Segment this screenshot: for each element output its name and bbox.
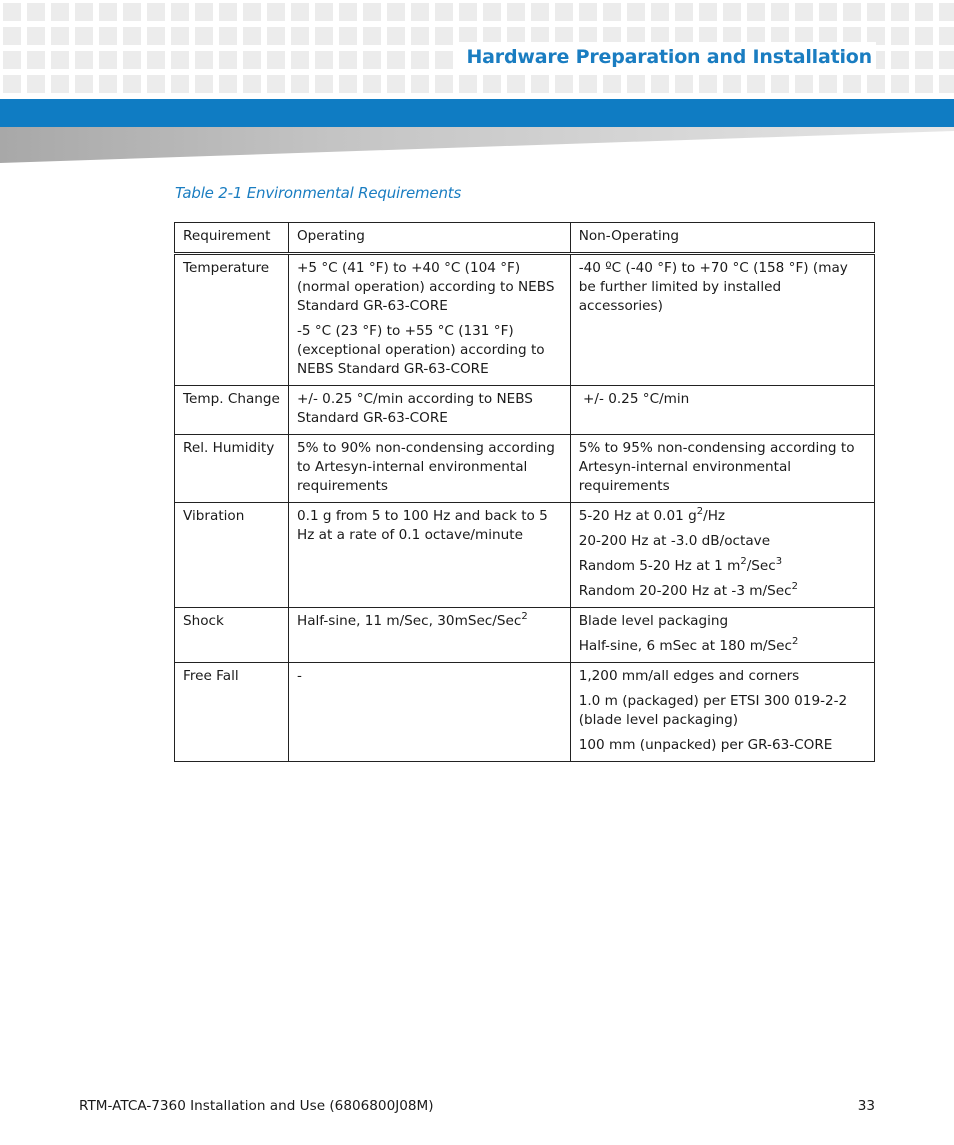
header-pattern-tile [123, 75, 141, 93]
operating-cell [288, 608, 570, 663]
header-pattern-tile [339, 27, 357, 45]
header-pattern-tile [819, 75, 837, 93]
header-pattern-tile [483, 3, 501, 21]
cell-text: 1.0 m (packaged) per ETSI 300 019-2-2 (blade level packaging) [578, 693, 848, 728]
header-title-band [458, 42, 876, 72]
header-pattern-tile [51, 3, 69, 21]
text-run: /Hz [703, 508, 726, 524]
header-pattern-tile [411, 75, 429, 93]
column-header-requirement: Requirement [175, 223, 289, 254]
text-run: Random 20-200 Hz at -3 m/Sec [578, 583, 792, 599]
superscript: 2 [791, 636, 799, 647]
header-pattern-tile [195, 3, 213, 21]
header-pattern-tile [123, 3, 141, 21]
header-pattern-tile [315, 51, 333, 69]
header-pattern-tile [483, 75, 501, 93]
header-pattern-tile [939, 27, 954, 45]
header-pattern-tile [75, 51, 93, 69]
cell-text: 5% to 95% non-condensing according to Artesyn-internal environmental requirements [578, 440, 855, 494]
header-pattern-tile [435, 27, 453, 45]
header-pattern-tile [243, 3, 261, 21]
operating-cell [288, 254, 570, 386]
operating-cell [288, 386, 570, 435]
table-row-temperature [175, 254, 875, 386]
header-pattern-tile [339, 51, 357, 69]
header-pattern-tile [939, 75, 954, 93]
text-run: /Sec [746, 558, 776, 574]
header-pattern-tile [627, 75, 645, 93]
header-blue-bar [0, 99, 954, 127]
header-pattern-tile [267, 75, 285, 93]
header-pattern-tile [891, 51, 909, 69]
header-pattern-tile [339, 3, 357, 21]
text-run: Random 5-20 Hz at 1 m [578, 558, 741, 574]
header-pattern-tile [219, 3, 237, 21]
header-pattern-tile [51, 51, 69, 69]
header-pattern-tile [459, 3, 477, 21]
header-pattern-tile [747, 75, 765, 93]
header-pattern-tile [915, 51, 933, 69]
non-operating-cell [570, 503, 874, 608]
header-gray-swoosh [0, 127, 954, 167]
header-pattern-tile [291, 3, 309, 21]
header-pattern-tile [51, 75, 69, 93]
header-pattern-tile [267, 3, 285, 21]
cell-text: 1,200 mm/all edges and corners [578, 668, 800, 684]
header-pattern-tile [507, 3, 525, 21]
superscript: 2 [521, 611, 528, 622]
header-pattern-tile [363, 75, 381, 93]
header-pattern-tile [579, 75, 597, 93]
footer-page-number: 33 [857, 1098, 875, 1114]
row-label: Shock [175, 608, 289, 663]
header-pattern-tile [699, 75, 717, 93]
row-label: Temperature [175, 254, 289, 386]
non-operating-cell [570, 663, 874, 762]
non-operating-cell [570, 254, 874, 386]
cell-text: 5% to 90% non-condensing according to Artesyn-internal environmental requirements [296, 440, 555, 494]
header-pattern-tile [99, 51, 117, 69]
header-pattern-tile [915, 75, 933, 93]
header-pattern-tile [315, 3, 333, 21]
table-header-row [175, 223, 875, 254]
superscript: 2 [740, 556, 747, 567]
header-pattern-tile [147, 75, 165, 93]
header-pattern-tile [99, 3, 117, 21]
header-pattern-tile [603, 3, 621, 21]
header-pattern-tile [819, 3, 837, 21]
header-pattern-tile [651, 3, 669, 21]
row-label: Free Fall [175, 663, 289, 762]
cell-text [579, 507, 866, 526]
header-pattern-tile [843, 75, 861, 93]
header-pattern-tile [291, 51, 309, 69]
header-pattern-tile [531, 3, 549, 21]
header-pattern-tile [411, 51, 429, 69]
header-pattern-tile [387, 27, 405, 45]
header-pattern-tile [867, 75, 885, 93]
table-row-rel-humidity [175, 435, 875, 503]
text-run: Half-sine, 11 m/Sec, 30mSec/Sec [296, 613, 522, 629]
header-pattern-tile [771, 3, 789, 21]
table-row-vibration [175, 503, 875, 608]
header-pattern-tile [315, 75, 333, 93]
header-pattern-tile [723, 75, 741, 93]
header-pattern-tile [603, 75, 621, 93]
header-pattern-tile [915, 27, 933, 45]
table-row-shock [175, 608, 875, 663]
header-pattern-tile [219, 51, 237, 69]
header-pattern-tile [99, 27, 117, 45]
header-pattern-tile [315, 27, 333, 45]
header-pattern-tile [579, 3, 597, 21]
header-pattern-tile [75, 27, 93, 45]
row-label: Temp. Change [175, 386, 289, 435]
cell-text [579, 582, 866, 601]
header-pattern-tile [75, 75, 93, 93]
header-pattern-tile [3, 27, 21, 45]
cell-text: - [296, 668, 302, 684]
cell-text [297, 612, 562, 631]
header-pattern-tile [723, 3, 741, 21]
header-pattern-tile [123, 51, 141, 69]
header-pattern-tile [3, 3, 21, 21]
cell-text [579, 637, 866, 656]
header-pattern-tile [3, 75, 21, 93]
cell-text: +/- 0.25 °C/min according to NEBS Standard GR-63-CORE [296, 391, 533, 426]
operating-cell [288, 663, 570, 762]
header-pattern-tile [459, 75, 477, 93]
column-header-operating: Operating [288, 223, 570, 254]
operating-cell [288, 503, 570, 608]
operating-cell [288, 435, 570, 503]
header-pattern-tile [891, 3, 909, 21]
text-run: Half-sine, 6 mSec at 180 m/Sec [578, 638, 792, 654]
footer-document-title: RTM-ATCA-7360 Installation and Use (6806800J08M) [79, 1098, 434, 1114]
cell-text: 20-200 Hz at -3.0 dB/octave [578, 533, 771, 549]
header-pattern-tile [195, 75, 213, 93]
header-pattern-tile [195, 27, 213, 45]
cell-text: +/- 0.25 °C/min [578, 391, 690, 407]
row-label: Rel. Humidity [175, 435, 289, 503]
header-pattern-tile [555, 3, 573, 21]
cell-text [579, 557, 866, 576]
header-pattern-tile [411, 27, 429, 45]
header-pattern-tile [435, 75, 453, 93]
non-operating-cell [570, 435, 874, 503]
header-pattern-tile [171, 3, 189, 21]
header-pattern-tile [843, 3, 861, 21]
header-pattern-tile [27, 27, 45, 45]
environmental-requirements-table [174, 222, 875, 762]
header-pattern-tile [411, 3, 429, 21]
header-pattern-tile [795, 75, 813, 93]
header-pattern-tile [27, 51, 45, 69]
header-pattern-tile [555, 75, 573, 93]
page-header-title: Hardware Preparation and Installation [466, 46, 872, 68]
header-pattern-tile [747, 3, 765, 21]
non-operating-cell [570, 608, 874, 663]
header-pattern-tile [219, 75, 237, 93]
header-pattern-tile [51, 27, 69, 45]
cell-text: 100 mm (unpacked) per GR-63-CORE [578, 737, 833, 753]
header-pattern-tile [291, 27, 309, 45]
header-pattern-tile [243, 27, 261, 45]
header-pattern-tile [27, 3, 45, 21]
header-pattern-tile [171, 27, 189, 45]
table-caption: Table 2-1 Environmental Requirements [175, 184, 462, 202]
header-pattern-tile [147, 51, 165, 69]
header-pattern-tile [387, 75, 405, 93]
header-pattern-tile [243, 75, 261, 93]
header-pattern-tile [363, 51, 381, 69]
header-pattern-tile [939, 51, 954, 69]
header-pattern-tile [267, 51, 285, 69]
superscript: 2 [696, 506, 704, 517]
header-pattern-tile [99, 75, 117, 93]
header-pattern-tile [267, 27, 285, 45]
header-pattern-tile [627, 3, 645, 21]
header-pattern-tile [507, 75, 525, 93]
non-operating-cell [570, 386, 874, 435]
header-pattern-tile [867, 3, 885, 21]
table-row-temp-change [175, 386, 875, 435]
header-pattern-tile [795, 3, 813, 21]
header-pattern-tile [363, 3, 381, 21]
header-pattern-tile [339, 75, 357, 93]
header-pattern-tile [243, 51, 261, 69]
row-label: Vibration [175, 503, 289, 608]
superscript: 3 [775, 556, 783, 567]
header-pattern-tile [363, 27, 381, 45]
cell-text: Blade level packaging [578, 613, 729, 629]
header-pattern-tile [123, 27, 141, 45]
header-pattern-tile [699, 3, 717, 21]
header-pattern-tile [435, 3, 453, 21]
header-pattern-tile [435, 51, 453, 69]
superscript: 2 [791, 581, 798, 592]
header-pattern-tile [27, 75, 45, 93]
header-pattern-tile [291, 75, 309, 93]
cell-text: -40 ºC (-40 °F) to +70 °C (158 °F) (may be further limited by installed accessories) [578, 260, 848, 314]
header-pattern-tile [651, 75, 669, 93]
header-pattern-tile [219, 27, 237, 45]
cell-text: +5 °C (41 °F) to +40 °C (104 °F) (normal operation) according to NEBS Standard GR-63-CORE [296, 260, 555, 314]
header-pattern-tile [171, 51, 189, 69]
header-pattern-tile [195, 51, 213, 69]
text-run: 5-20 Hz at 0.01 g [578, 508, 697, 524]
header-pattern-tile [3, 51, 21, 69]
header-pattern-tile [147, 3, 165, 21]
header-pattern-tile [531, 75, 549, 93]
header-pattern-tile [891, 75, 909, 93]
cell-text: 0.1 g from 5 to 100 Hz and back to 5 Hz at a rate of 0.1 octave/minute [296, 508, 548, 543]
header-pattern-tile [675, 75, 693, 93]
header-pattern-tile [891, 27, 909, 45]
header-pattern-tile [75, 3, 93, 21]
column-header-non-operating: Non-Operating [570, 223, 874, 254]
header-pattern-tile [147, 27, 165, 45]
header-pattern-tile [387, 3, 405, 21]
table-row-free-fall [175, 663, 875, 762]
header-pattern-tile [915, 3, 933, 21]
header-pattern-tile [939, 3, 954, 21]
header-pattern-tile [675, 3, 693, 21]
header-pattern-tile [771, 75, 789, 93]
cell-text: -5 °C (23 °F) to +55 °C (131 °F) (exceptional operation) according to NEBS Standard GR-63-CORE [296, 323, 545, 377]
header-pattern-tile [171, 75, 189, 93]
header-pattern-tile [387, 51, 405, 69]
